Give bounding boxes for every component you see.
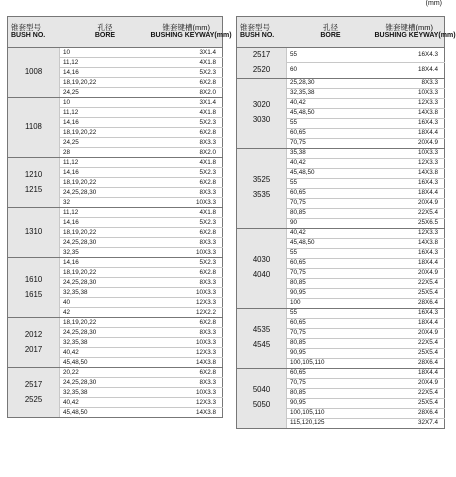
bush-no-value: 1310 xyxy=(24,227,43,237)
keyway-cell: 8X3.3 xyxy=(375,78,445,88)
table-row xyxy=(8,158,223,168)
keyway-cell: 5X2.3 xyxy=(151,68,223,78)
bore-cell: 11,12 xyxy=(60,108,151,118)
bore-cell: 60,65 xyxy=(287,258,375,268)
bush-no-value: 4535 xyxy=(252,325,271,335)
keyway-cell: 20X4.9 xyxy=(375,378,445,388)
keyway-cell: 12X3.3 xyxy=(375,98,445,108)
bore-cell: 14,16 xyxy=(60,168,151,178)
keyway-cell: 5X2.3 xyxy=(151,218,223,228)
keyway-cell: 6X2.8 xyxy=(151,268,223,278)
keyway-cell: 20X4.9 xyxy=(375,198,445,208)
keyway-cell: 25X5.4 xyxy=(375,348,445,358)
bush-no-value: 1615 xyxy=(24,289,43,299)
bush-no-cell xyxy=(8,318,60,368)
keyway-cell: 8X3.3 xyxy=(151,328,223,338)
bore-cell: 60 xyxy=(287,63,375,78)
table-row xyxy=(8,208,223,218)
bush-no-header-zh: 锥套型号 xyxy=(11,22,41,32)
bore-cell: 32 xyxy=(60,198,151,208)
table-row xyxy=(237,48,445,63)
keyway-cell: 16X4.3 xyxy=(375,178,445,188)
keyway-header-en: BUSHING KEYWAY(mm) xyxy=(374,32,456,39)
table-row xyxy=(8,368,223,378)
keyway-cell: 16X4.3 xyxy=(375,48,445,63)
bore-cell: 32,35 xyxy=(60,248,151,258)
bore-cell: 18,19,20,22 xyxy=(60,178,151,188)
keyway-cell: 4X1.8 xyxy=(151,58,223,68)
table-row xyxy=(237,368,445,378)
bush-no-cell xyxy=(237,148,287,228)
bore-cell: 11,12 xyxy=(60,208,151,218)
keyway-cell: 28X6.4 xyxy=(375,358,445,368)
keyway-cell: 20X4.9 xyxy=(375,268,445,278)
keyway-cell: 25X5.4 xyxy=(375,398,445,408)
keyway-cell: 10X3.3 xyxy=(375,148,445,158)
keyway-cell: 6X2.8 xyxy=(151,318,223,328)
bore-cell: 18,19,20,22 xyxy=(60,78,151,88)
bush-no-header-en: BUSH NO. xyxy=(11,32,46,39)
bore-cell: 14,16 xyxy=(60,68,151,78)
keyway-cell: 12X3.3 xyxy=(375,158,445,168)
table-row xyxy=(8,48,223,58)
table-body-left xyxy=(8,48,223,418)
bore-cell: 35,38 xyxy=(287,148,375,158)
bore-cell: 14,16 xyxy=(60,258,151,268)
bore-cell: 60,65 xyxy=(287,128,375,138)
keyway-cell: 12X3.3 xyxy=(151,398,223,408)
bush-no-cell xyxy=(8,98,60,158)
bore-cell: 32,35,38 xyxy=(60,388,151,398)
keyway-cell: 14X3.8 xyxy=(151,408,223,418)
keyway-cell: 10X3.3 xyxy=(375,88,445,98)
bush-no-value: 4040 xyxy=(252,270,271,280)
bush-no-value: 3535 xyxy=(252,190,271,200)
bore-cell: 24,25,28,30 xyxy=(60,328,151,338)
keyway-cell: 8X3.3 xyxy=(151,238,223,248)
keyway-cell: 22X5.4 xyxy=(375,208,445,218)
bush-no-value: 3030 xyxy=(252,115,271,125)
keyway-cell: 20X4.9 xyxy=(375,138,445,148)
keyway-cell: 8X3.3 xyxy=(151,278,223,288)
keyway-cell: 3X1.4 xyxy=(151,48,223,58)
keyway-cell: 8X3.3 xyxy=(151,138,223,148)
table-row xyxy=(8,98,223,108)
bush-no-cell xyxy=(8,208,60,258)
bore-header xyxy=(60,17,151,48)
bore-cell: 11,12 xyxy=(60,158,151,168)
bore-cell: 115,120,125 xyxy=(287,418,375,428)
bush-no-value: 2517 xyxy=(252,50,271,59)
bush-no-cell xyxy=(237,48,287,79)
bore-cell: 24,25,28,30 xyxy=(60,278,151,288)
bore-cell: 10 xyxy=(60,48,151,58)
bore-cell: 28 xyxy=(60,148,151,158)
keyway-cell: 18X4.4 xyxy=(375,188,445,198)
bore-cell: 100 xyxy=(287,298,375,308)
keyway-cell: 32X7.4 xyxy=(375,418,445,428)
bore-cell: 80,85 xyxy=(287,278,375,288)
bore-cell: 24,25 xyxy=(60,138,151,148)
keyway-cell: 20X4.9 xyxy=(375,328,445,338)
keyway-cell: 18X4.4 xyxy=(375,258,445,268)
table-row xyxy=(8,318,223,328)
bore-header-en: BORE xyxy=(320,32,341,39)
bore-cell: 40,42 xyxy=(287,228,375,238)
bore-cell: 24,25,28,30 xyxy=(60,238,151,248)
keyway-header xyxy=(374,17,456,48)
bush-no-cell xyxy=(8,158,60,208)
header-row xyxy=(8,17,223,48)
keyway-cell: 18X4.4 xyxy=(375,368,445,378)
keyway-cell: 14X3.8 xyxy=(375,238,445,248)
bore-cell: 45,48,50 xyxy=(60,408,151,418)
bush-no-header xyxy=(8,17,60,48)
keyway-cell: 16X4.3 xyxy=(375,118,445,128)
bore-header-zh: 孔径 xyxy=(97,22,113,32)
keyway-cell: 5X2.3 xyxy=(151,118,223,128)
keyway-cell: 28X6.4 xyxy=(375,298,445,308)
bore-cell: 70,75 xyxy=(287,198,375,208)
bore-cell: 55 xyxy=(287,308,375,318)
bush-no-value: 3525 xyxy=(252,175,271,185)
keyway-cell: 8X3.3 xyxy=(151,188,223,198)
bore-cell: 55 xyxy=(287,48,375,63)
bore-cell: 10 xyxy=(60,98,151,108)
bore-cell: 24,25,28,30 xyxy=(60,188,151,198)
bore-cell: 25,28,30 xyxy=(287,78,375,88)
bore-cell: 70,75 xyxy=(287,268,375,278)
bore-cell: 14,16 xyxy=(60,218,151,228)
bush-no-header xyxy=(237,17,287,48)
bore-cell: 18,19,20,22 xyxy=(60,128,151,138)
bore-cell: 55 xyxy=(287,248,375,258)
keyway-cell: 22X5.4 xyxy=(375,388,445,398)
bush-no-header-en: BUSH NO. xyxy=(240,32,275,39)
keyway-cell: 12X2.2 xyxy=(151,308,223,318)
bush-no-value: 1210 xyxy=(24,169,43,179)
bush-no-value: 2017 xyxy=(24,344,43,354)
bore-header xyxy=(287,17,375,48)
bush-no-cell xyxy=(237,228,287,308)
bore-cell: 11,12 xyxy=(60,58,151,68)
bore-cell: 70,75 xyxy=(287,138,375,148)
keyway-cell: 4X1.8 xyxy=(151,208,223,218)
keyway-cell: 10X3.3 xyxy=(151,198,223,208)
table-body-right xyxy=(237,48,445,429)
table-row xyxy=(237,78,445,88)
bore-cell: 32,35,38 xyxy=(287,88,375,98)
bore-cell: 14,16 xyxy=(60,118,151,128)
bush-no-value: 4545 xyxy=(252,340,271,350)
keyway-cell: 10X3.3 xyxy=(151,288,223,298)
bore-cell: 32,35,38 xyxy=(60,338,151,348)
bore-cell: 70,75 xyxy=(287,378,375,388)
bush-no-value: 1008 xyxy=(24,67,43,77)
bush-no-value: 5040 xyxy=(252,385,271,395)
bushing-table-left xyxy=(7,16,232,418)
keyway-cell: 8X3.3 xyxy=(151,378,223,388)
bore-cell: 90,95 xyxy=(287,288,375,298)
bore-cell: 80,85 xyxy=(287,388,375,398)
bush-no-cell xyxy=(8,258,60,318)
bush-no-value: 3020 xyxy=(252,100,271,110)
table-row xyxy=(237,148,445,158)
table-row xyxy=(237,228,445,238)
bush-no-value: 2525 xyxy=(24,394,43,404)
bore-cell: 45,48,50 xyxy=(287,108,375,118)
keyway-cell: 3X1.4 xyxy=(151,98,223,108)
bore-cell: 80,85 xyxy=(287,338,375,348)
bush-no-cell xyxy=(237,368,287,428)
keyway-cell: 14X3.8 xyxy=(151,358,223,368)
bore-cell: 90 xyxy=(287,218,375,228)
keyway-cell: 25X5.4 xyxy=(375,288,445,298)
keyway-cell: 16X4.3 xyxy=(375,308,445,318)
bore-cell: 40,42 xyxy=(287,98,375,108)
keyway-cell: 22X5.4 xyxy=(375,278,445,288)
keyway-cell: 5X2.3 xyxy=(151,168,223,178)
keyway-cell: 10X3.3 xyxy=(151,388,223,398)
bush-no-value: 2520 xyxy=(252,64,271,74)
keyway-cell: 18X4.4 xyxy=(375,63,445,78)
bore-header-zh: 孔径 xyxy=(323,22,338,32)
bore-cell: 90,95 xyxy=(287,398,375,408)
bore-cell: 40,42 xyxy=(287,158,375,168)
bore-cell: 100,105,110 xyxy=(287,358,375,368)
keyway-cell: 22X5.4 xyxy=(375,338,445,348)
keyway-cell: 10X3.3 xyxy=(151,338,223,348)
bore-cell: 18,19,20,22 xyxy=(60,268,151,278)
bore-cell: 45,48,50 xyxy=(60,358,151,368)
keyway-cell: 4X1.8 xyxy=(151,108,223,118)
table-row xyxy=(237,308,445,318)
header-row xyxy=(237,17,445,48)
bore-cell: 40,42 xyxy=(60,348,151,358)
bush-no-cell xyxy=(237,78,287,148)
keyway-cell: 18X4.4 xyxy=(375,318,445,328)
bore-cell: 18,19,20,22 xyxy=(60,318,151,328)
bush-no-value: 1215 xyxy=(24,184,43,194)
bore-cell: 24,25,28,30 xyxy=(60,378,151,388)
keyway-cell: 6X2.8 xyxy=(151,178,223,188)
unit-label: (mm) xyxy=(425,0,442,7)
bore-cell: 40,42 xyxy=(60,398,151,408)
keyway-cell: 14X3.8 xyxy=(375,168,445,178)
keyway-cell: 14X3.8 xyxy=(375,108,445,118)
bore-cell: 20,22 xyxy=(60,368,151,378)
bush-no-value: 2517 xyxy=(24,379,43,389)
bush-no-value: 2012 xyxy=(24,329,43,339)
keyway-cell: 6X2.8 xyxy=(151,368,223,378)
bush-no-value: 1108 xyxy=(25,122,42,132)
bore-cell: 18,19,20,22 xyxy=(60,228,151,238)
bore-cell: 60,65 xyxy=(287,188,375,198)
keyway-header-zh: 锥套键槽(mm) xyxy=(162,22,210,32)
keyway-header xyxy=(150,17,232,48)
keyway-cell: 12X3.3 xyxy=(151,298,223,308)
bore-cell: 42 xyxy=(60,308,151,318)
keyway-cell: 4X1.8 xyxy=(151,158,223,168)
keyway-cell: 6X2.8 xyxy=(151,228,223,238)
keyway-header-en: BUSHING KEYWAY(mm) xyxy=(150,32,232,39)
bush-no-header-zh: 锥套型号 xyxy=(240,22,270,32)
bore-cell: 45,48,50 xyxy=(287,168,375,178)
bore-cell: 32,35,38 xyxy=(60,288,151,298)
keyway-cell: 18X4.4 xyxy=(375,128,445,138)
bore-cell: 60,65 xyxy=(287,368,375,378)
keyway-header-zh: 锥套键槽(mm) xyxy=(385,22,433,32)
keyway-cell: 6X2.8 xyxy=(151,128,223,138)
bore-cell: 45,48,50 xyxy=(287,238,375,248)
bush-no-value: 1610 xyxy=(24,274,43,284)
keyway-cell: 25X6.5 xyxy=(375,218,445,228)
keyway-cell: 8X2.0 xyxy=(151,148,223,158)
bore-cell: 80,85 xyxy=(287,208,375,218)
bush-no-cell xyxy=(8,48,60,98)
bore-cell: 40 xyxy=(60,298,151,308)
bore-cell: 55 xyxy=(287,178,375,188)
table-row xyxy=(8,258,223,268)
bore-cell: 24,25 xyxy=(60,88,151,98)
bore-header-en: BORE xyxy=(94,32,116,39)
bush-no-value: 4030 xyxy=(252,255,271,265)
keyway-cell: 6X2.8 xyxy=(151,78,223,88)
keyway-cell: 12X3.3 xyxy=(375,228,445,238)
bore-cell: 100,105,110 xyxy=(287,408,375,418)
keyway-cell: 5X2.3 xyxy=(151,258,223,268)
bush-no-value: 5050 xyxy=(252,400,271,410)
bush-no-cell xyxy=(237,308,287,368)
keyway-cell: 12X3.3 xyxy=(151,348,223,358)
keyway-cell: 8X2.0 xyxy=(151,88,223,98)
bore-cell: 70,75 xyxy=(287,328,375,338)
keyway-cell: 10X3.3 xyxy=(151,248,223,258)
keyway-cell: 28X6.4 xyxy=(375,408,445,418)
bore-cell: 90,95 xyxy=(287,348,375,358)
bore-cell: 55 xyxy=(287,118,375,128)
bushing-table-right xyxy=(236,16,456,429)
bore-cell: 60,65 xyxy=(287,318,375,328)
bush-no-cell xyxy=(8,368,60,418)
keyway-cell: 16X4.3 xyxy=(375,248,445,258)
